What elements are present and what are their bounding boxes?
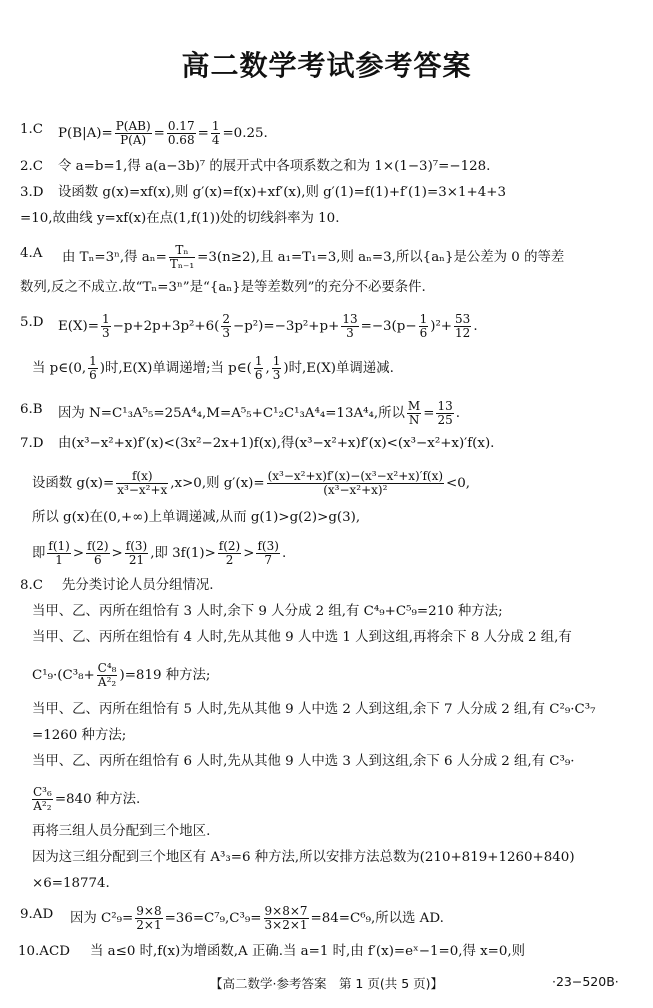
solution-line: 因为这三组分配到三个地区有 A³₃=6 种方法,所以安排方法总数为(210+819+1260+840) xyxy=(32,850,575,865)
answer-number: 5.D xyxy=(20,315,44,330)
solution-line: 因为 C²₉= $\frac{9\times 8}{2\times 1}$ =36=C⁷₉,C³₉= $\frac{9\times 8\times 7}{3\times 2\times 1}$ =84=C⁶₉,所以选 AD. xyxy=(70,904,444,932)
solution-line: 设函数 g(x)= $\frac{f(x)}{\text{x³−x²+x}}$ ,x>0,则 g′(x)= $\frac{\text{(x³−x²+x)f′(x)−(x³−x²+x)′f(x)}}{\text{(x³−x²+x)²}}$ <0, xyxy=(32,469,471,497)
solution-line: 再将三组人员分配到三个地区. xyxy=(32,824,211,839)
solution-line: 数列,反之不成立.故“Tₙ=3ⁿ”是“{aₙ}是等差数列”的充分不必要条件. xyxy=(20,280,426,295)
solution-line: 当甲、乙、丙所在组恰有 6 人时,先从其他 9 人中选 3 人到这组,余下 6 人分成 2 组,有 C³₉· xyxy=(32,754,575,769)
solution-line: =1260 种方法; xyxy=(32,728,127,743)
answer-number: 9.AD xyxy=(20,907,54,922)
solution-line: 所以 g(x)在(0,+∞)上单调递减,从而 g(1)>g(2)>g(3), xyxy=(32,510,361,525)
solution-line: 由(x³−x²+x)f′(x)<(3x²−2x+1)f(x),得(x³−x²+x)f′(x)<(x³−x²+x)′f(x). xyxy=(58,436,495,451)
solution-line: 当甲、乙、丙所在组恰有 5 人时,先从其他 9 人中选 2 人到这组,余下 7 人分成 2 组,有 C²₉·C³₇ xyxy=(32,702,596,717)
solution-line: ×6=18774. xyxy=(32,876,110,891)
solution-line: 当甲、乙、丙所在组恰有 4 人时,先从其他 9 人中选 1 人到这组,再将余下 8 人分成 2 组,有 xyxy=(32,630,572,645)
answer-number: 2.C xyxy=(20,159,44,174)
solution-line: 因为 N=C¹₃A⁵₅=25A⁴₄,M=A⁵₅+C¹₂C¹₃A⁴₄=13A⁴₄,所以 $\frac{M}{N}$ = $\frac{13}{25}$ . xyxy=(58,399,460,427)
solution-line: C¹₉·(C³₈+ $\frac{\text{C⁴₈}}{\text{A²₂}}$ )=819 种方法; xyxy=(32,661,211,689)
answer-number: 1.C xyxy=(20,122,44,137)
solution-line: E(X)= $\frac{1}{3}$ −p+2p+3p²+6( $\frac{2}{3}$ −p²)=−3p²+p+ $\frac{13}{3}$ =−3(p− $\frac{1}{6}$ )²+ $\frac{53}{12}$ . xyxy=(58,312,478,340)
solution-line: 即 $\frac{f(1)}{1}$ > $\frac{f(2)}{6}$ > $\frac{f(3)}{21}$ ,即 3f(1)> $\frac{f(2)}{2}$ > $\frac{f(3)}{7}$ . xyxy=(32,539,287,567)
solution-line: 当 p∈(0, $\frac{1}{6}$ )时,E(X)单调递增;当 p∈( $\frac{1}{6}$ , $\frac{1}{3}$ )时,E(X)单调递减. xyxy=(32,354,394,382)
answer-number: 10.ACD xyxy=(18,944,70,959)
solution-line: 当 a≤0 时,f(x)为增函数,A 正确.当 a=1 时,由 f′(x)=eˣ−1=0,得 x=0,则 xyxy=(90,944,526,959)
solution-line: 先分类讨论人员分组情况. xyxy=(62,578,214,593)
answer-number: 3.D xyxy=(20,185,44,200)
footer-page-info: 【高二数学·参考答案 第 1 页(共 5 页)】 xyxy=(209,976,444,991)
solution-line: 设函数 g(x)=xf(x),则 g′(x)=f(x)+xf′(x),则 g′(1)=f(1)+f′(1)=3×1+4+3 xyxy=(58,185,506,200)
solution-line: $\frac{\text{C³₆}}{\text{A²₂}}$ =840 种方法. xyxy=(33,785,141,813)
answer-number: 8.C xyxy=(20,578,44,593)
answer-number: 6.B xyxy=(20,402,43,417)
solution-line: 当甲、乙、丙所在组恰有 3 人时,余下 9 人分成 2 组,有 C⁴₉+C⁵₉=210 种方法; xyxy=(32,604,503,619)
solution-line: 令 a=b=1,得 a(a−3b)⁷ 的展开式中各项系数之和为 1×(1−3)⁷=−128. xyxy=(58,159,491,174)
solution-line: 由 Tₙ=3ⁿ,得 aₙ= $\frac{\text{Tₙ}}{\text{Tₙ₋₁}}$ =3(n≥2),且 a₁=T₁=3,则 aₙ=3,所以{aₙ}是公差为 0 的等差 xyxy=(62,243,565,271)
footer-code: ·23−520B· xyxy=(552,974,619,989)
solution-line: =10,故曲线 y=xf(x)在点(1,f(1))处的切线斜率为 10. xyxy=(20,211,340,226)
answer-number: 7.D xyxy=(20,436,44,451)
answer-number: 4.A xyxy=(20,246,43,261)
solution-line: P(B|A)= $\frac{P(AB)}{P(A)}$ = $\frac{0.17}{0.68}$ = $\frac{1}{4}$ =0.25. xyxy=(58,119,268,147)
page-title: 高二数学考试参考答案 xyxy=(181,49,472,82)
